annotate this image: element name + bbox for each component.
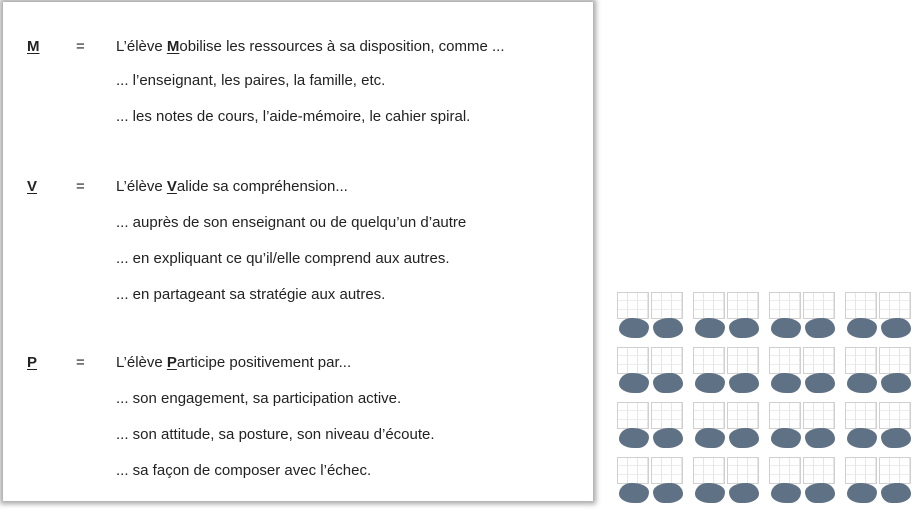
section-p-line-4-text: ... sa façon de composer avec l’échec. [116,462,372,479]
thumbnail-8 [845,347,913,397]
section-m-line-1 [116,38,505,55]
thumbnail-3 [769,292,837,342]
thumbnail-panel [803,292,835,319]
thumbnail-panel [693,347,725,374]
thumbnail-blob [805,373,835,393]
section-v-line-3 [3,250,593,272]
thumbnail-panel [651,347,683,374]
section-m-letter: M [27,38,40,55]
thumbnail-panel [651,457,683,484]
thumbnail-blob [653,428,683,448]
thumbnail-panel [769,347,801,374]
section-v-line-4-text: ... en partageant sa stratégie aux autres. [116,286,386,303]
section-v-line-3-text: ... en expliquant ce qu’il/elle comprend aux autres. [116,250,450,267]
thumbnail-blob [695,373,725,393]
text-card [3,2,593,501]
thumbnail-blob [729,428,759,448]
thumbnail-panel [769,292,801,319]
thumbnail-panel [879,402,911,429]
thumbnail-panel [769,457,801,484]
thumbnail-blob [653,318,683,338]
section-m-equals: = [76,38,85,55]
thumbnail-blob [653,483,683,503]
section-p-line-4 [3,462,593,484]
thumbnail-panel [617,347,649,374]
thumbnail-panel [803,402,835,429]
section-m-line-1-prefix: L’élève [116,38,167,55]
thumbnail-1 [617,292,685,342]
thumbnail-blob [695,318,725,338]
thumbnail-panel [693,457,725,484]
section-v-line-2-text: ... auprès de son enseignant ou de quelqu’un d’autre [116,214,467,231]
thumbnail-blob [881,428,911,448]
thumbnail-panel [803,347,835,374]
thumbnail-blob [847,318,877,338]
thumbnail-4 [845,292,913,342]
thumbnail-panel [769,402,801,429]
thumbnail-15 [769,457,837,507]
thumbnail-10 [693,402,761,452]
section-v-line-1-prefix: L’élève [116,178,167,195]
thumbnail-panel [845,347,877,374]
thumbnail-panel [693,402,725,429]
thumbnail-panel [845,292,877,319]
section-m-line-1-rest: obilise les ressources à sa disposition, comme ... [179,38,505,55]
thumbnail-panel [727,402,759,429]
thumbnail-panel [617,457,649,484]
section-v-line-1-rest: alide sa compréhension... [176,178,348,195]
thumbnail-9 [617,402,685,452]
section-v-letter: V [27,178,38,195]
thumbnail-blob [881,483,911,503]
section-p-letter: P [27,354,38,371]
thumbnail-14 [693,457,761,507]
thumbnail-panel [651,292,683,319]
thumbnail-blob [805,318,835,338]
thumbnail-blob [881,318,911,338]
thumbnail-blob [729,373,759,393]
thumbnail-blob [771,373,801,393]
section-v-line-1 [116,178,348,195]
section-v-heading [3,178,593,200]
thumbnail-blob [881,373,911,393]
thumbnail-6 [693,347,761,397]
thumbnail-panel [727,457,759,484]
thumbnail-blob [771,483,801,503]
thumbnail-panel [651,402,683,429]
thumbnail-blob [771,318,801,338]
thumbnail-panel [727,347,759,374]
section-p-equals: = [76,354,85,371]
thumbnail-panel [845,457,877,484]
thumbnail-blob [619,483,649,503]
section-m-heading [3,38,593,60]
thumbnail-blob [619,318,649,338]
thumbnail-panel [879,457,911,484]
section-m-line-2 [3,72,593,94]
thumbnail-13 [617,457,685,507]
section-m-line-3-text: ... les notes de cours, l’aide-mémoire, le cahier spiral. [116,108,471,125]
thumbnail-blob [729,483,759,503]
thumbnail-blob [619,373,649,393]
section-m-key-letter: M [166,38,180,55]
thumbnail-blob [695,428,725,448]
section-m-line-2-text: ... l’enseignant, les paires, la famille, etc. [116,72,386,89]
thumbnail-panel [879,292,911,319]
thumbnail-blob [653,373,683,393]
thumbnail-grid [617,292,921,510]
section-p-line-1-prefix: L’élève [116,354,167,371]
section-p-heading [3,354,593,376]
thumbnail-7 [769,347,837,397]
thumbnail-panel [617,402,649,429]
thumbnail-blob [805,428,835,448]
section-m-line-3 [3,108,593,130]
thumbnail-5 [617,347,685,397]
section-p-line-3 [3,426,593,448]
thumbnail-blob [847,483,877,503]
thumbnail-panel [693,292,725,319]
thumbnail-blob [847,428,877,448]
section-v-equals: = [76,178,85,195]
thumbnail-panel [803,457,835,484]
thumbnail-16 [845,457,913,507]
thumbnail-blob [847,373,877,393]
section-p-line-1 [116,354,351,371]
thumbnail-blob [695,483,725,503]
thumbnail-panel [727,292,759,319]
section-p-line-2 [3,390,593,412]
thumbnail-panel [845,402,877,429]
section-v-line-2 [3,214,593,236]
section-p-line-3-text: ... son attitude, sa posture, son niveau d’écoute. [116,426,435,443]
section-p-line-1-rest: articipe positivement par... [176,354,352,371]
thumbnail-12 [845,402,913,452]
section-p-key-letter: P [166,354,177,371]
thumbnail-blob [805,483,835,503]
thumbnail-blob [771,428,801,448]
section-v-line-4 [3,286,593,308]
thumbnail-panel [879,347,911,374]
section-v-key-letter: V [166,178,177,195]
section-p-line-2-text: ... son engagement, sa participation active. [116,390,402,407]
thumbnail-2 [693,292,761,342]
thumbnail-11 [769,402,837,452]
thumbnail-blob [619,428,649,448]
thumbnail-blob [729,318,759,338]
thumbnail-panel [617,292,649,319]
